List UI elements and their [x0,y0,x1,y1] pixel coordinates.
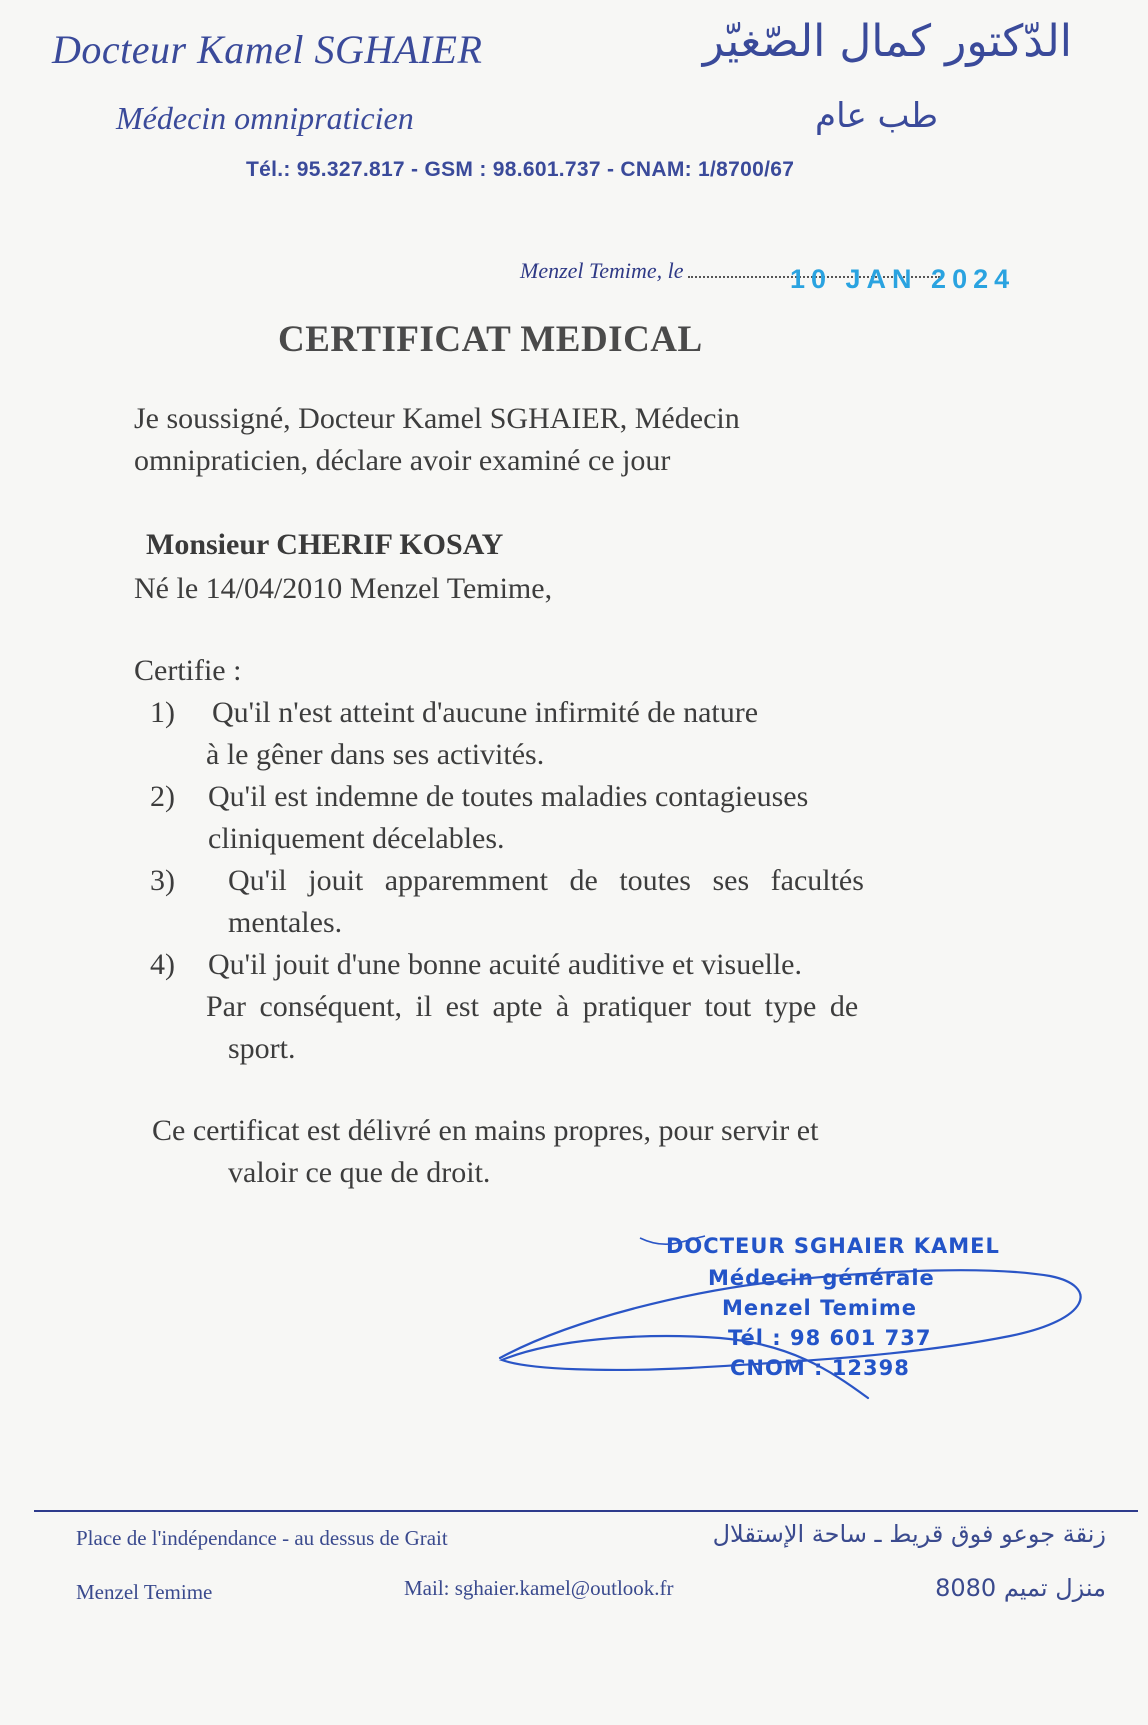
stamp-line: DOCTEUR SGHAIER KAMEL [666,1234,1000,1258]
item-line: Qu'il jouit apparemment de toutes ses facultés [228,864,864,897]
date-stamp: 10 JAN 2024 [790,264,1016,294]
intro-line-2: omnipraticien, déclare avoir examiné ce jour [134,444,671,477]
document-title: CERTIFICAT MEDICAL [278,319,703,360]
patient-birth: Né le 14/04/2010 Menzel Temime, [134,572,553,605]
item-number: 1) [150,696,175,729]
footer-city-ar: منزل تميم 8080 [935,1574,1106,1602]
footer-mail: Mail: sghaier.kamel@outlook.fr [404,1576,674,1600]
doctor-name-fr: Docteur Kamel SGHAIER [52,27,483,72]
stamp-line: Tél : 98 601 737 [728,1326,932,1350]
closing-line-1: Ce certificat est délivré en mains propres, pour servir et [152,1114,819,1147]
item-line: Qu'il jouit d'une bonne acuité auditive et visuelle. [208,948,802,981]
intro-line-1: Je soussigné, Docteur Kamel SGHAIER, Médecin [134,402,740,435]
item-line: Qu'il n'est atteint d'aucune infirmité de nature [212,696,759,729]
signature-scribble [490,1220,1090,1420]
item-number: 4) [150,948,175,981]
stamp-line: CNOM : 12398 [730,1356,910,1380]
stamp-line: Médecin générale [708,1266,935,1290]
doctor-stamp [490,1220,1090,1420]
footer-divider [34,1510,1138,1512]
contact-line: Tél.: 95.327.817 - GSM : 98.601.737 - CNAM: 1/8700/67 [246,158,795,181]
closing-line-2: valoir ce que de droit. [228,1156,491,1189]
footer-city-fr: Menzel Temime [76,1580,213,1604]
doctor-specialty-ar: طب عام [815,96,938,136]
doctor-specialty-fr: Médecin omnipraticien [116,100,414,136]
conclusion-line-1: Par conséquent, il est apte à pratiquer tout type de [206,990,859,1023]
footer-address-ar: زنقة جوعو فوق قريط ـ ساحة الإستقلال [712,1520,1106,1548]
item-line: Qu'il est indemne de toutes maladies contagieuses [208,780,809,813]
conclusion-line-2: sport. [228,1032,296,1065]
item-line: à le gêner dans ses activités. [206,738,545,771]
doctor-name-ar: الدّكتور كمال الصّغيّر [702,16,1072,67]
certifie-label: Certifie : [134,654,242,687]
item-number: 3) [150,864,175,897]
date-prefix: Menzel Temime, le [520,258,684,283]
footer-address-fr: Place de l'indépendance - au dessus de Grait [76,1526,448,1550]
stamp-line: Menzel Temime [722,1296,918,1320]
patient-name: Monsieur CHERIF KOSAY [146,528,504,561]
item-line: mentales. [228,906,343,939]
item-line: cliniquement décelables. [208,822,505,855]
item-number: 2) [150,780,175,813]
